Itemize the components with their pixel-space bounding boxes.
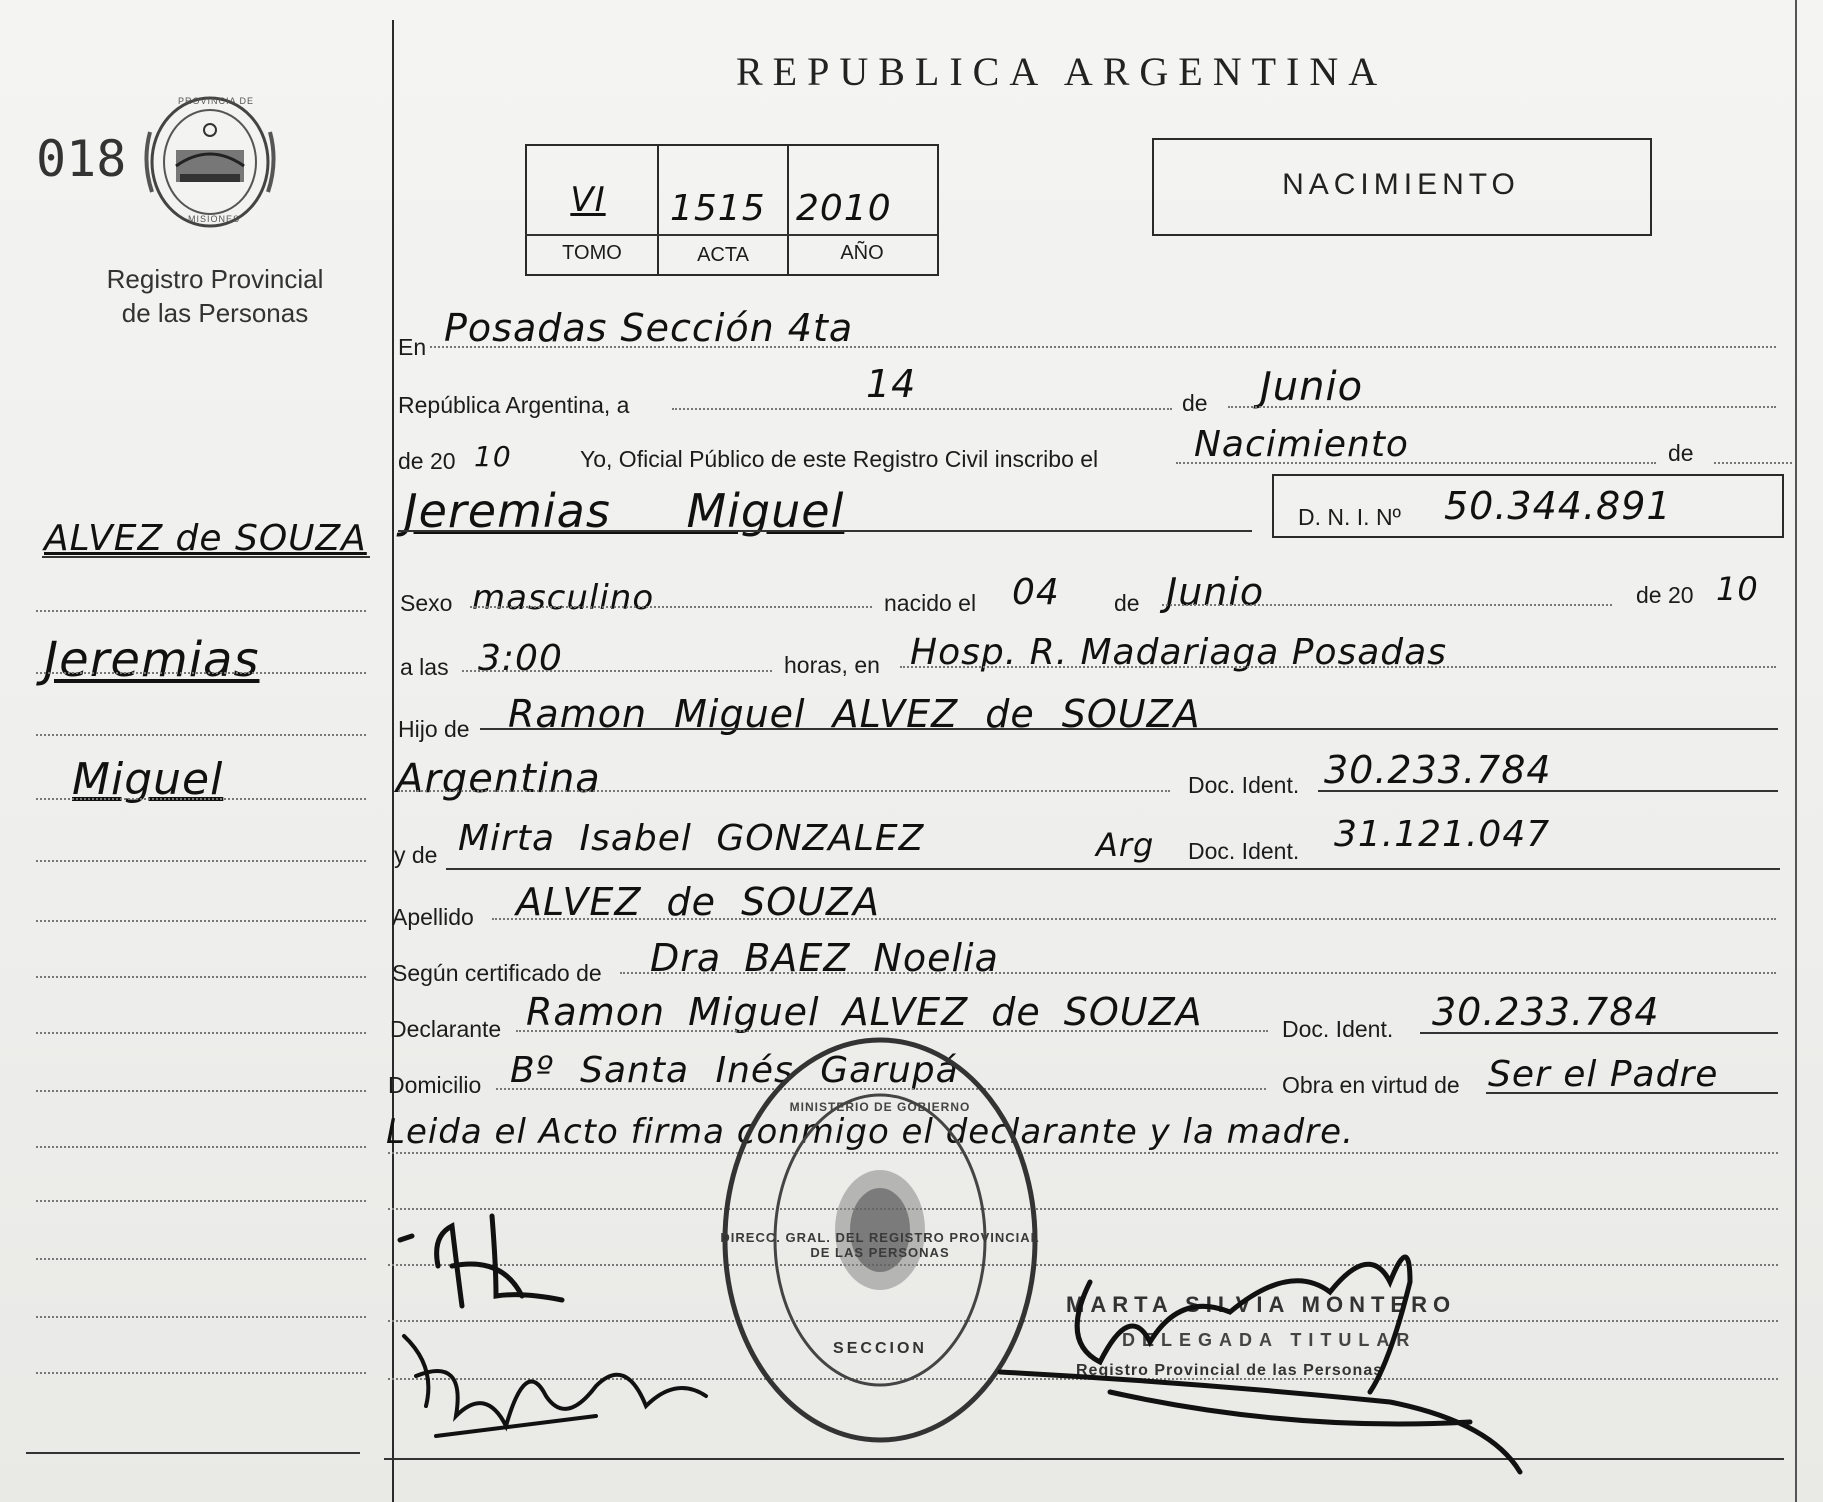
line-8a: [398, 790, 1170, 792]
value-certifying-doctor: Dra BAEZ Noelia: [650, 936, 999, 980]
value-reg-year: 10: [474, 440, 512, 473]
margin-dots-8: [36, 976, 366, 978]
label-doc-ident-2: Doc. Ident.: [1188, 838, 1300, 864]
value-child-name: Jeremias Miguel: [404, 484, 845, 538]
line-9: [446, 868, 1780, 870]
label-de-20: de 20: [398, 448, 456, 474]
margin-dots-4: [36, 734, 366, 736]
value-father-nationality: Argentina: [396, 756, 601, 802]
line-11: [620, 972, 1776, 974]
officer-org-stamp: Registro Provincial de las Personas: [1076, 1362, 1384, 1379]
value-closing-statement: Leida el Acto firma conmigo el declarante y la madre.: [386, 1112, 1354, 1152]
value-birth-day: 04: [1012, 572, 1060, 613]
emblem-bottom-text: MISIONES: [188, 214, 241, 224]
label-de-20-b: de 20: [1636, 582, 1694, 608]
anio-label: AÑO: [840, 242, 884, 264]
value-birth-month: Junio: [1166, 570, 1265, 614]
registry-name-line2: de las Personas: [121, 298, 309, 328]
round-seal-inner-text: MINISTERIO DE GOBIERNO: [789, 1100, 971, 1114]
value-sex: masculino: [472, 578, 655, 618]
margin-dots-6: [36, 860, 366, 862]
value-surname: ALVEZ de SOUZA: [516, 880, 880, 924]
label-en: En: [398, 334, 427, 360]
provincial-emblem-icon: [140, 92, 280, 232]
value-birth-place: Hosp. R. Madariaga Posadas: [910, 632, 1447, 673]
signature-mother: [396, 1316, 716, 1446]
value-birth-year: 10: [1716, 570, 1759, 608]
round-seal-bottom-text: SECCION: [833, 1340, 927, 1357]
margin-surname: ALVEZ de SOUZA: [44, 518, 367, 559]
margin-line-1: [42, 556, 370, 558]
round-seal-text: DIRECC. GRAL. DEL REGISTRO PROVINCIAL DE LAS PERSONAS: [720, 1230, 1040, 1260]
margin-dots-3: [36, 672, 366, 674]
officer-name-stamp: MARTA SILVIA MONTERO: [1066, 1292, 1457, 1317]
margin-first-name: Jeremias: [44, 632, 260, 688]
label-nacido: nacido el: [884, 590, 977, 616]
line-15: [388, 1208, 1778, 1210]
signature-officer: [990, 1222, 1550, 1482]
value-address: Bº Santa Inés Garupá: [510, 1050, 959, 1091]
label-republica: República Argentina, a: [398, 392, 630, 418]
margin-dots-9: [36, 1032, 366, 1034]
line-6b: [900, 666, 1776, 668]
value-locality: Posadas Sección 4ta: [444, 306, 854, 350]
act-box-label-divider: [525, 234, 937, 236]
label-a-las: a las: [400, 654, 449, 680]
label-y-de: y de: [394, 842, 438, 868]
line-3: [1176, 462, 1656, 464]
value-declarant-doc: 30.233.784: [1432, 990, 1660, 1034]
margin-dots-14: [36, 1316, 366, 1318]
line-6a: [462, 670, 772, 672]
label-de-2: de: [1668, 440, 1694, 466]
margin-dots-10: [36, 1090, 366, 1092]
line-5b: [1162, 604, 1612, 606]
value-reg-day: 14: [866, 362, 917, 406]
registry-code: 018: [36, 130, 127, 188]
label-segun-certificado: Según certificado de: [392, 960, 602, 986]
line-14: [388, 1152, 1778, 1154]
value-father-doc: 30.233.784: [1324, 748, 1552, 792]
label-domicilio: Domicilio: [388, 1072, 482, 1098]
acta-label: ACTA: [697, 244, 749, 266]
line-7: [480, 728, 1778, 730]
registry-name-line1: Registro Provincial: [106, 264, 324, 294]
line-10: [492, 918, 1776, 920]
value-mother-nationality: Arg: [1096, 826, 1155, 864]
doc-type: NACIMIENTO: [1282, 168, 1520, 201]
line-2b: [1228, 406, 1776, 408]
value-declarant-name: Ramon Miguel ALVEZ de SOUZA: [526, 990, 1203, 1034]
value-birth-time: 3:00: [478, 638, 563, 679]
margin-dots-5: [36, 798, 366, 800]
acta-value: 1515: [670, 188, 766, 229]
margin-middle-name: Miguel: [72, 754, 224, 805]
line-13b: [1486, 1092, 1778, 1094]
tomo-value: VI: [570, 180, 606, 220]
margin-dots-2: [36, 610, 366, 612]
anio-value: 2010: [796, 188, 892, 229]
value-dni: 50.344.891: [1444, 484, 1672, 528]
margin-dots-13: [36, 1258, 366, 1260]
value-mother-name: Mirta Isabel GONZALEZ: [458, 818, 925, 859]
line-8b: [1318, 790, 1778, 792]
label-horas-en: horas, en: [784, 652, 880, 678]
label-de-3: de: [1114, 590, 1140, 616]
line-4: [398, 530, 1252, 532]
margin-dots-11: [36, 1146, 366, 1148]
value-reason: Ser el Padre: [1488, 1054, 1719, 1095]
label-oficial: Yo, Oficial Público de este Registro Civil inscribo el: [580, 446, 1099, 472]
label-doc-ident-1: Doc. Ident.: [1188, 772, 1300, 798]
line-1: [430, 346, 1776, 348]
page-title: REPUBLICA ARGENTINA: [736, 49, 1388, 94]
emblem-top-text: PROVINCIA DE: [178, 96, 255, 106]
tomo-label: TOMO: [562, 242, 622, 264]
label-obra-en-virtud: Obra en virtud de: [1282, 1072, 1460, 1098]
line-3b: [1714, 462, 1792, 464]
label-hijo-de: Hijo de: [398, 716, 470, 742]
label-declarante: Declarante: [390, 1016, 502, 1042]
label-sexo: Sexo: [400, 590, 453, 616]
line-5a: [470, 606, 872, 608]
value-father-name: Ramon Miguel ALVEZ de SOUZA: [508, 692, 1201, 736]
margin-dots-12: [36, 1200, 366, 1202]
label-doc-ident-3: Doc. Ident.: [1282, 1016, 1394, 1042]
label-de-1: de: [1182, 390, 1208, 416]
value-mother-doc: 31.121.047: [1334, 814, 1551, 855]
line-12b: [1420, 1032, 1778, 1034]
column-divider-right: [1795, 0, 1797, 1502]
value-event: Nacimiento: [1194, 424, 1409, 465]
label-apellido: Apellido: [392, 904, 474, 930]
margin-dots-7: [36, 920, 366, 922]
margin-dots-15: [36, 1372, 366, 1374]
officer-title-stamp: DELEGADA TITULAR: [1122, 1330, 1417, 1350]
margin-bottom-line: [26, 1452, 360, 1454]
label-dni: D. N. I. Nº: [1298, 504, 1401, 530]
value-reg-month: Junio: [1260, 364, 1364, 410]
line-2a: [672, 408, 1172, 410]
